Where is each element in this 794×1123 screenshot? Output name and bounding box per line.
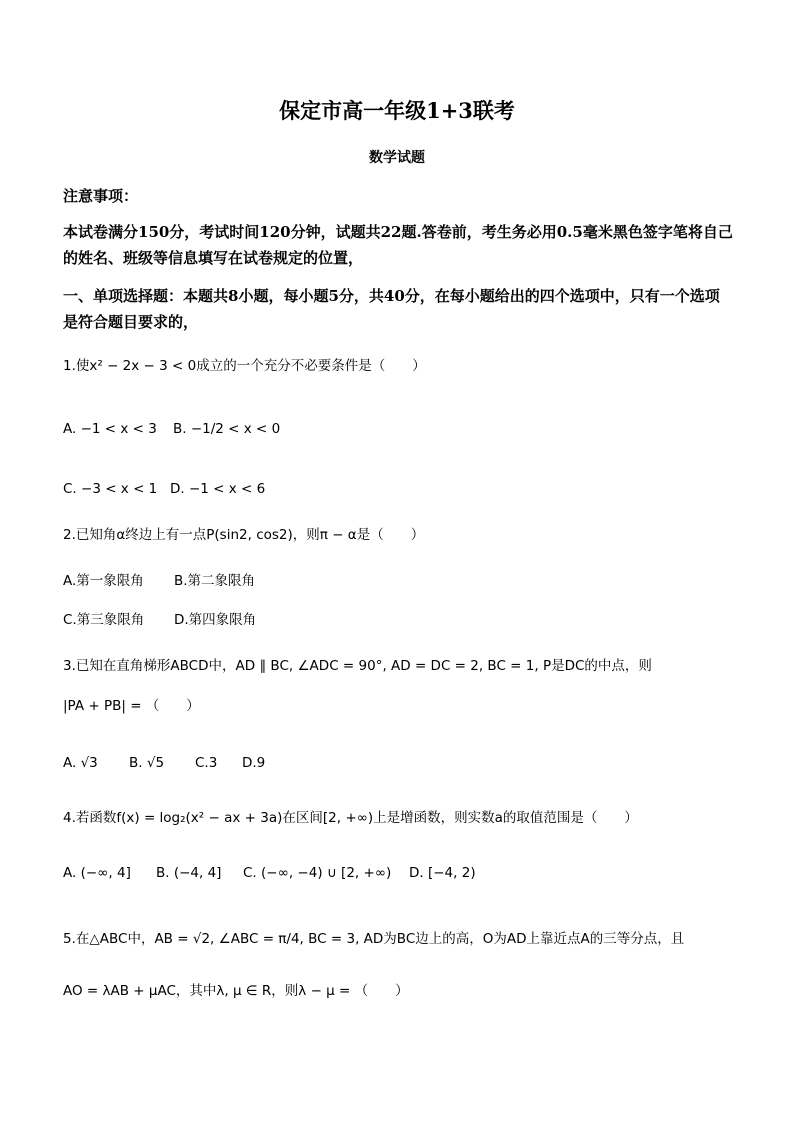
question-2-stem: 2.已知角α终边上有一点P(sin2, cos2)，则π − α是（ ） — [63, 527, 425, 543]
question-4-option-c: C. (−∞, −4) ∪ [2, +∞) — [243, 865, 392, 881]
question-2-option-c: C.第三象限角 — [63, 612, 145, 628]
question-3-option-b: B. √5 — [129, 755, 165, 771]
question-2-option-d: D.第四象限角 — [174, 612, 257, 628]
question-1-options-row-1 — [63, 418, 280, 440]
question-1-option-c: C. −3 < x < 1 — [63, 481, 158, 497]
question-2-option-b: B.第二象限角 — [174, 573, 256, 589]
question-1-option-b: B. −1/2 < x < 0 — [173, 421, 281, 437]
question-4-option-b: B. (−4, 4] — [156, 865, 222, 881]
question-1-options-row-2 — [63, 478, 265, 500]
question-2-options-row-2 — [63, 609, 256, 631]
question-3-option-c: C.3 — [195, 755, 218, 771]
exam-title: 保定市高一年级1+3联考 — [279, 98, 515, 123]
question-3-option-d: D.9 — [242, 755, 266, 771]
question-3-option-a: A. √3 — [63, 755, 98, 771]
question-1-option-d: D. −1 < x < 6 — [170, 481, 266, 497]
question-3-stem-line-2: |PA + PB| = （ ） — [63, 698, 200, 714]
question-5-stem-line-1: 5.在△ABC中，AB = √2, ∠ABC = π/4, BC = 3, AD为BC边上的高，O为AD上靠近点A的三等分点，且 — [63, 931, 685, 947]
question-4-option-d: D. [−4, 2) — [409, 865, 476, 881]
question-1-stem: 1.使x² − 2x − 3 < 0成立的一个充分不必要条件是（ ） — [63, 358, 426, 374]
question-3-stem-line-1: 3.已知在直角梯形ABCD中，AD ∥ BC, ∠ADC = 90°, AD = DC = 2, BC = 1, P是DC的中点，则 — [63, 658, 652, 674]
question-5-stem-line-2: AO = λAB + μAC，其中λ, μ ∈ R，则λ − μ = （ ） — [63, 983, 409, 999]
question-4-stem: 4.若函数f(x) = log₂(x² − ax + 3a)在区间[2, +∞)上是增函数，则实数a的取值范围是（ ） — [63, 810, 638, 826]
question-4-option-a: A. (−∞, 4] — [63, 865, 131, 881]
question-3-options-row — [63, 752, 265, 774]
notice-body: 本试卷满分150分，考试时间120分钟，试题共22题.答卷前，考生务必用0.5毫米黑色签字笔将自己的姓名、班级等信息填写在试卷规定的位置， — [63, 223, 733, 267]
question-1-option-a: A. −1 < x < 3 — [63, 421, 157, 437]
section-one-heading: 一、单项选择题：本题共8小题，每小题5分，共40分，在每小题给出的四个选项中，只有一个选项是符合题目要求的， — [63, 287, 720, 331]
notice-heading: 注意事项： — [63, 187, 139, 205]
question-2-option-a: A.第一象限角 — [63, 573, 144, 589]
question-2-options-row-1 — [63, 570, 255, 592]
question-4-options-row — [63, 862, 476, 884]
exam-subtitle: 数学试题 — [369, 150, 425, 166]
